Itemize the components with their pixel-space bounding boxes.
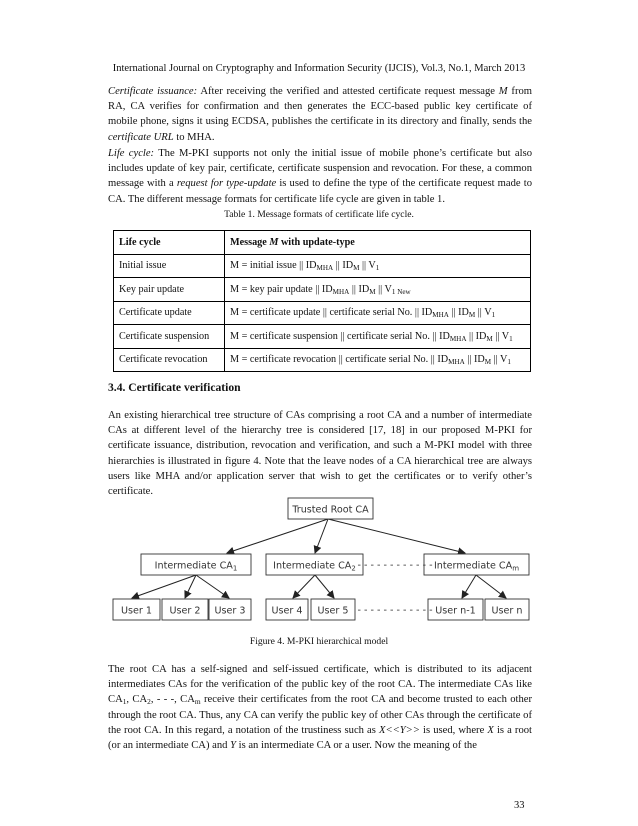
table-row: Initial issue M = initial issue || $ID_{MHA}$ || $ID_M$ || $V_1$ <box>114 254 531 278</box>
user-5-label: User 5 <box>317 605 349 617</box>
running-header: International Journal on Cryptography and Information Security (IJCIS), Vol.3, No.1, March 2013 <box>112 63 526 74</box>
paragraph-certificate-issuance: Certificate issuance: After receiving the verified and attested certificate request message M from RA, CA verifies for confirmation and then generates the ECC-based public key certificate of mobile phone, signs it using ECDSA, publishes the certificate in its directory and finally, sends the certificate URL to MHA. <box>108 86 533 143</box>
hierarchy-diagram <box>108 493 532 628</box>
user-n-1-label: User n-1 <box>435 605 476 617</box>
dashes-intermediate: - - - - - - - - - - - - <box>357 560 433 571</box>
dashes-users: - - - - - - - - - - - - <box>357 605 433 616</box>
table-row: Certificate revocation M = certificate revocation || certificate serial No. || $ID_{MHA}$ || $ID_M$ || $V_1$ <box>114 348 531 372</box>
user-4-label: User 4 <box>271 605 303 617</box>
section-heading: 3.4. Certificate verification <box>108 381 241 394</box>
root-ca-label: Trusted Root CA <box>292 504 369 516</box>
user-1-label: User 1 <box>120 605 153 617</box>
table-row: Key pair update M = key pair update || $ID_{MHA}$ || $ID_M$ || $V_{1 New}$ <box>114 278 531 302</box>
intermediate-cam-label: Intermediate $CA_m$ <box>433 560 520 573</box>
table-header-row <box>114 231 531 255</box>
paragraph-hierarchy: An existing hierarchical tree structure of CAs comprising a root CA and a number of intermediate CAs at different level of the hierarchy tree is considered [17, 18] in our proposed M-PKI for certificate issuance, distribution, revocation and verification, and such a M-PKI model with three hierarchies is illustrated in figure 4. Note that the leave nodes of a CA hierarchical tree are always users like MHA and/or application server that wish to get the certificates or to verify other’s certificate. <box>108 410 532 498</box>
user-2-label: User 2 <box>169 605 201 617</box>
user-n-label: User n <box>491 605 523 617</box>
message-formats-table <box>113 230 531 372</box>
intermediate-ca1-label: Intermediate $CA_1$ <box>154 560 238 573</box>
intermediate-ca2-label: Intermediate $CA_2$ <box>273 560 356 573</box>
page-number: 33 <box>514 800 525 811</box>
user-3-label: User 3 <box>214 605 246 617</box>
term-certificate-issuance: Certificate issuance: <box>108 86 198 97</box>
header-message: Message M with update-type <box>225 231 531 255</box>
figure-caption: Figure 4. M-PKI hierarchical model <box>249 636 389 647</box>
term-life-cycle: Life cycle: <box>108 148 155 159</box>
table-row: Certificate suspension M = certificate suspension || certificate serial No. || $ID_{MHA}$ || $ID_M$ || $V_1$ <box>114 325 531 349</box>
paragraph-root-ca: The root CA has a self-signed and self-issued certificate, which is distributed to its adjacent intermediates CAs for the verification of the public key of the root CA. The intermediate CAs like $CA_1$, $CA_2$, - - -, $CA_m$ receive their certificates from the root CA and become trusted to each other through the root CA. Thus, any CA can verify the public key of other CAs through the certificate of the root CA. In this regard, a notation of the trustiness such as X<<Y>> is used, where X is a root (or an intermediate CA) and Y is an intermediate CA or a user. Now the meaning of the <box>108 664 533 752</box>
header-life-cycle: Life cycle <box>114 231 225 255</box>
paragraph-life-cycle: Life cycle: The M-PKI supports not only the initial issue of mobile phone’s certificate but also includes update of key pair, certificate, certificate suspension and revocation. For these, a common message with a request for type-update is used to define the type of the certificate request made to CA. The different message formats for certificate life cycle are given in table 1. <box>108 148 532 205</box>
table-row: Certificate update M = certificate update || certificate serial No. || $ID_{MHA}$ || $ID_M$ || $V_1$ <box>114 301 531 325</box>
table-caption: Table 1. Message formats of certificate life cycle. <box>224 209 414 220</box>
